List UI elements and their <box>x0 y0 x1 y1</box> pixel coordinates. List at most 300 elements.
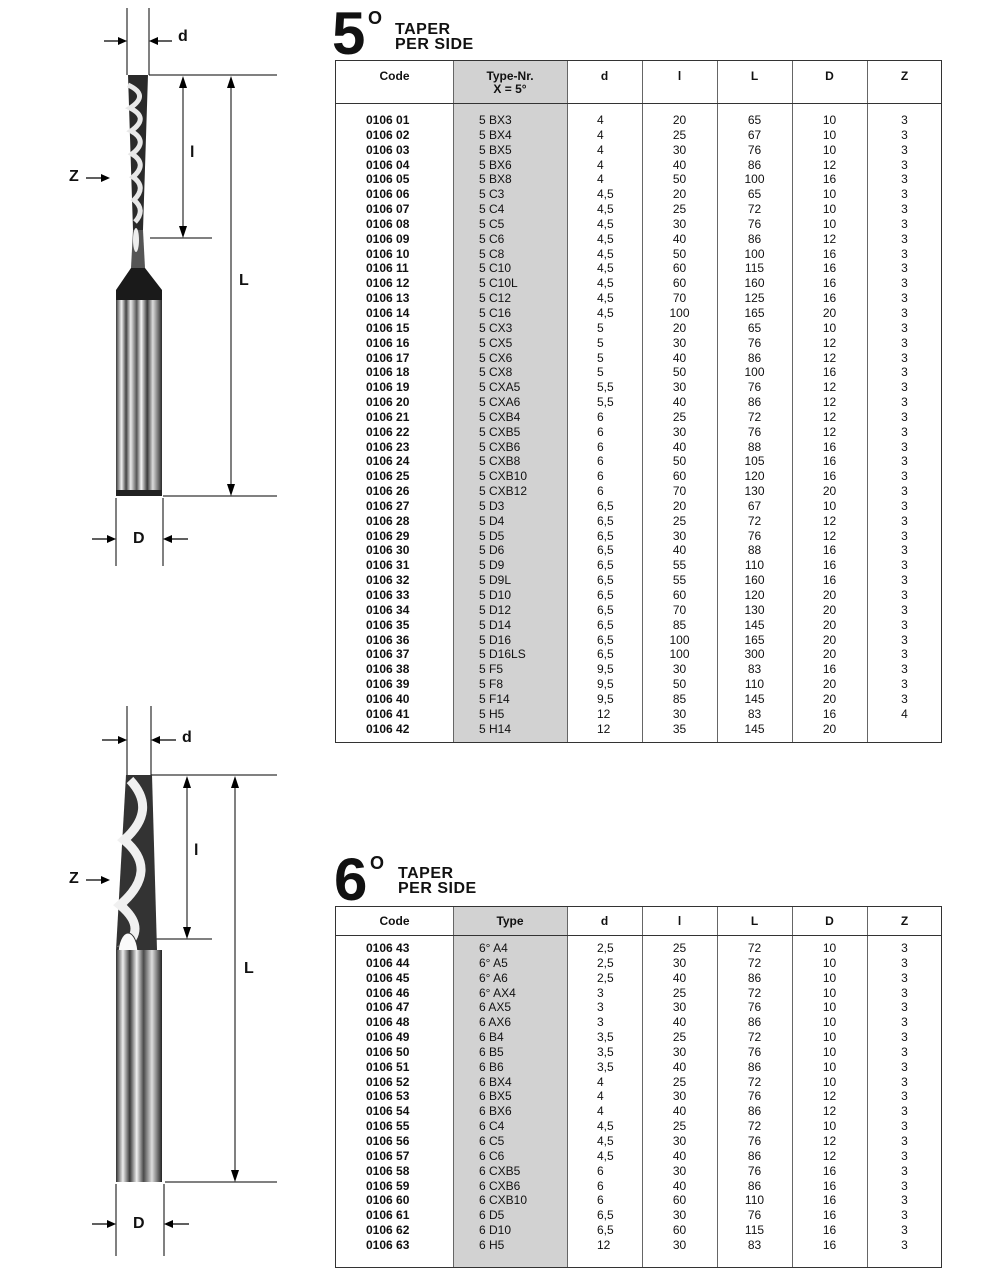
cell-D: 10 <box>822 142 837 157</box>
cell-Z: 3 <box>901 409 908 424</box>
cell-D: 16 <box>822 543 837 558</box>
cell-type: 6 AX5 <box>479 1000 512 1015</box>
dim-L-label: L <box>239 272 249 289</box>
cell-d: 3 <box>597 1000 604 1015</box>
cell-D: 16 <box>822 261 837 276</box>
table-row <box>336 1164 941 1179</box>
cell-L: 100 <box>744 246 765 261</box>
table-row <box>336 573 941 588</box>
cell-l: 30 <box>672 1044 687 1059</box>
cell-L: 100 <box>744 172 765 187</box>
cell-l: 25 <box>672 127 687 142</box>
cell-d: 9,5 <box>597 677 614 692</box>
cell-code: 0106 11 <box>366 261 409 276</box>
cell-l: 30 <box>672 1000 687 1015</box>
cell-code: 0106 43 <box>366 941 410 955</box>
cell-D: 10 <box>822 955 837 970</box>
col-header-l: l <box>677 69 682 83</box>
cell-L: 65 <box>747 187 762 202</box>
cell-type: 5 C10 <box>479 261 512 276</box>
cell-code: 0106 08 <box>366 216 410 231</box>
cell-d: 4,5 <box>597 1133 614 1148</box>
cell-d: 4,5 <box>597 305 614 320</box>
cell-D: 10 <box>822 1044 837 1059</box>
taper-line2: PER SIDE <box>398 880 477 897</box>
cell-l: 100 <box>669 647 690 662</box>
col-header-type: Type <box>496 914 524 928</box>
cell-type: 5 BX8 <box>479 172 512 187</box>
cell-type: 6 H5 <box>479 1237 505 1252</box>
cell-l: 30 <box>672 1163 687 1178</box>
cell-code: 0106 18 <box>366 365 410 380</box>
cell-L: 165 <box>744 305 765 320</box>
table-row <box>336 677 941 692</box>
cell-d: 3 <box>597 985 604 1000</box>
cell-Z: 3 <box>901 276 908 291</box>
cell-Z: 3 <box>901 231 908 246</box>
cell-d: 6,5 <box>597 573 614 588</box>
cell-D: 10 <box>822 202 837 217</box>
cell-d: 4 <box>597 127 604 142</box>
cell-Z: 3 <box>901 127 908 142</box>
cell-D: 12 <box>822 1104 837 1119</box>
cell-Z: 3 <box>901 647 908 662</box>
cell-Z: 3 <box>901 1119 908 1134</box>
cell-type: 5 F14 <box>479 691 510 706</box>
cell-d: 4 <box>597 1074 604 1089</box>
cell-D: 20 <box>822 617 837 632</box>
cell-type: 6 B5 <box>479 1044 504 1059</box>
table-row <box>336 336 941 351</box>
cell-Z: 3 <box>901 261 908 276</box>
cell-Z: 3 <box>901 1059 908 1074</box>
table-row <box>336 351 941 366</box>
cell-type: 5 D14 <box>479 617 512 632</box>
cell-Z: 3 <box>901 365 908 380</box>
cell-L: 86 <box>747 395 762 410</box>
cell-code: 0106 17 <box>366 350 410 365</box>
cell-code: 0106 31 <box>366 558 410 573</box>
cell-d: 5 <box>597 320 604 335</box>
table-row <box>336 306 941 321</box>
cell-code: 0106 14 <box>366 305 410 320</box>
cell-d: 4 <box>597 142 604 157</box>
cell-d: 4 <box>597 1089 604 1104</box>
dim-d-label-2: d <box>182 729 192 746</box>
cell-L: 72 <box>747 955 762 970</box>
cell-code: 0106 48 <box>366 1015 410 1030</box>
cell-l: 30 <box>672 955 687 970</box>
table-row <box>336 1000 941 1015</box>
cell-type: 5 H5 <box>479 706 505 721</box>
table-row <box>336 143 941 158</box>
cell-Z: 3 <box>901 1193 908 1208</box>
cell-Z: 3 <box>901 602 908 617</box>
cell-D: 16 <box>822 276 837 291</box>
cell-D: 16 <box>822 439 837 454</box>
cell-L: 67 <box>747 498 762 513</box>
table-row <box>336 232 941 247</box>
taper-title <box>395 22 474 52</box>
cell-Z: 3 <box>901 202 908 217</box>
cell-D: 10 <box>822 320 837 335</box>
cell-L: 65 <box>747 113 762 127</box>
cell-Z: 3 <box>901 172 908 187</box>
cell-L: 72 <box>747 1074 762 1089</box>
table-row <box>336 1045 941 1060</box>
cell-code: 0106 53 <box>366 1089 410 1104</box>
cell-d: 5 <box>597 335 604 350</box>
cell-Z: 3 <box>901 320 908 335</box>
cell-D: 10 <box>822 1119 837 1134</box>
cell-d: 12 <box>597 721 611 736</box>
cell-L: 130 <box>744 484 765 499</box>
cell-type: 6 BX4 <box>479 1074 512 1089</box>
table-row <box>336 261 941 276</box>
cell-l: 25 <box>672 985 687 1000</box>
cell-d: 6,5 <box>597 602 614 617</box>
cell-Z: 3 <box>901 558 908 573</box>
table-row <box>336 484 941 499</box>
cell-l: 50 <box>672 246 687 261</box>
taper-degree-number-2: 6 <box>334 846 366 913</box>
cell-Z: 3 <box>901 528 908 543</box>
cell-L: 76 <box>747 1089 762 1104</box>
cell-l: 40 <box>672 970 687 985</box>
cell-d: 2,5 <box>597 941 614 955</box>
cell-Z: 3 <box>901 246 908 261</box>
cell-code: 0106 16 <box>366 335 410 350</box>
cell-L: 86 <box>747 231 762 246</box>
cell-D: 10 <box>822 498 837 513</box>
table-row <box>336 588 941 603</box>
cell-L: 76 <box>747 142 762 157</box>
table-row <box>336 1149 941 1164</box>
cell-code: 0106 46 <box>366 985 410 1000</box>
cell-Z: 3 <box>901 291 908 306</box>
cell-l: 70 <box>672 602 687 617</box>
cell-type: 5 CX5 <box>479 335 513 350</box>
cell-l: 60 <box>672 261 687 276</box>
cell-code: 0106 24 <box>366 454 410 469</box>
cell-type: 5 C3 <box>479 187 505 202</box>
degree-symbol: O <box>368 8 383 28</box>
cell-L: 83 <box>747 1237 762 1252</box>
cell-code: 0106 26 <box>366 484 410 499</box>
cell-L: 88 <box>747 543 762 558</box>
table-row <box>336 1238 941 1253</box>
tool-drawing-6deg <box>0 700 330 1274</box>
cell-l: 40 <box>672 350 687 365</box>
cell-type: 5 D3 <box>479 498 505 513</box>
cell-l: 25 <box>672 409 687 424</box>
cell-Z: 3 <box>901 1237 908 1252</box>
table-row <box>336 707 941 722</box>
cell-type: 6 BX6 <box>479 1104 512 1119</box>
cell-L: 110 <box>744 558 765 573</box>
cell-code: 0106 30 <box>366 543 410 558</box>
degree-symbol-2: O <box>370 853 385 873</box>
cell-type: 5 CXB5 <box>479 424 521 439</box>
cell-L: 72 <box>747 941 762 955</box>
cell-type: 5 CX3 <box>479 320 513 335</box>
cell-L: 110 <box>744 677 765 692</box>
cell-l: 30 <box>672 380 687 395</box>
cell-d: 3,5 <box>597 1030 614 1045</box>
cell-l: 85 <box>672 691 687 706</box>
cell-L: 115 <box>744 261 765 276</box>
table-row <box>336 603 941 618</box>
cell-code: 0106 50 <box>366 1044 410 1059</box>
cell-code: 0106 39 <box>366 677 410 692</box>
dim-D-label: D <box>133 530 145 547</box>
cell-l: 70 <box>672 484 687 499</box>
cell-Z: 3 <box>901 305 908 320</box>
cell-l: 25 <box>672 202 687 217</box>
table-row <box>336 529 941 544</box>
cell-code: 0106 51 <box>366 1059 410 1074</box>
cell-Z: 3 <box>901 350 908 365</box>
cell-type: 5 F8 <box>479 677 504 692</box>
cell-Z: 3 <box>901 395 908 410</box>
cell-Z: 3 <box>901 677 908 692</box>
cell-D: 16 <box>822 1223 837 1238</box>
table-row <box>336 1223 941 1238</box>
col-header-code: Code <box>379 914 410 928</box>
cell-code: 0106 05 <box>366 172 410 187</box>
cell-D: 10 <box>822 1030 837 1045</box>
cell-D: 16 <box>822 1193 837 1208</box>
cell-d: 2,5 <box>597 970 614 985</box>
cell-l: 25 <box>672 1074 687 1089</box>
cell-L: 76 <box>747 424 762 439</box>
cell-l: 40 <box>672 1059 687 1074</box>
cell-l: 40 <box>672 1104 687 1119</box>
cell-D: 20 <box>822 677 837 692</box>
cell-D: 16 <box>822 172 837 187</box>
cell-L: 76 <box>747 335 762 350</box>
cell-l: 30 <box>672 335 687 350</box>
cell-d: 6,5 <box>597 647 614 662</box>
cell-type: 5 D5 <box>479 528 505 543</box>
cell-type: 5 D9 <box>479 558 505 573</box>
cell-L: 76 <box>747 380 762 395</box>
table-row <box>336 633 941 648</box>
table-row <box>336 172 941 187</box>
cell-D: 12 <box>822 157 837 172</box>
cell-d: 6 <box>597 1178 604 1193</box>
cell-type: 5 CX8 <box>479 365 513 380</box>
cell-code: 0106 35 <box>366 617 410 632</box>
cell-code: 0106 49 <box>366 1030 410 1045</box>
cell-d: 6 <box>597 439 604 454</box>
cell-l: 20 <box>672 498 687 513</box>
cell-D: 20 <box>822 632 837 647</box>
cell-code: 0106 21 <box>366 409 410 424</box>
cell-d: 6 <box>597 424 604 439</box>
cell-type: 6 BX5 <box>479 1089 512 1104</box>
cell-l: 50 <box>672 454 687 469</box>
cell-type: 5 C5 <box>479 216 505 231</box>
cell-type: 5 D9L <box>479 573 512 588</box>
cell-D: 16 <box>822 706 837 721</box>
cell-type: 6 D10 <box>479 1223 512 1238</box>
cell-d: 4 <box>597 172 604 187</box>
table-row <box>336 1089 941 1104</box>
cell-code: 0106 02 <box>366 127 410 142</box>
cell-code: 0106 38 <box>366 662 410 677</box>
cell-d: 6,5 <box>597 543 614 558</box>
dim-d-label: d <box>178 28 188 45</box>
cell-L: 145 <box>744 721 765 736</box>
cell-L: 67 <box>747 127 762 142</box>
cell-d: 6 <box>597 1193 604 1208</box>
cell-l: 40 <box>672 1178 687 1193</box>
cell-code: 0106 40 <box>366 691 410 706</box>
table-row <box>336 1179 941 1194</box>
cell-L: 86 <box>747 157 762 172</box>
cell-l: 30 <box>672 528 687 543</box>
cell-code: 0106 36 <box>366 632 410 647</box>
cell-D: 20 <box>822 691 837 706</box>
cell-d: 4,5 <box>597 291 614 306</box>
taper-line1: TAPER <box>395 21 451 38</box>
cell-L: 130 <box>744 602 765 617</box>
cell-code: 0106 13 <box>366 291 410 306</box>
cell-type: 5 D6 <box>479 543 505 558</box>
cell-type: 5 D16LS <box>479 647 526 662</box>
cell-Z: 4 <box>901 706 908 721</box>
cell-L: 72 <box>747 513 762 528</box>
cell-L: 120 <box>744 469 765 484</box>
table-row <box>336 647 941 662</box>
cell-l: 30 <box>672 1133 687 1148</box>
cell-Z: 3 <box>901 498 908 513</box>
cell-Z: 3 <box>901 454 908 469</box>
cell-d: 4,5 <box>597 261 614 276</box>
cell-L: 86 <box>747 970 762 985</box>
cell-code: 0106 61 <box>366 1208 410 1223</box>
cell-D: 16 <box>822 469 837 484</box>
table-row <box>336 618 941 633</box>
table-row <box>336 1060 941 1075</box>
cell-type: 5 CXB8 <box>479 454 521 469</box>
cell-Z: 3 <box>901 1000 908 1015</box>
cell-Z: 3 <box>901 573 908 588</box>
cell-L: 76 <box>747 1163 762 1178</box>
cell-code: 0106 23 <box>366 439 410 454</box>
cell-d: 4 <box>597 157 604 172</box>
cell-type: 5 C10L <box>479 276 518 291</box>
cell-Z: 3 <box>901 335 908 350</box>
cell-D: 10 <box>822 113 837 127</box>
cell-code: 0106 06 <box>366 187 410 202</box>
table-row <box>336 971 941 986</box>
cell-l: 35 <box>672 721 687 736</box>
table-row <box>336 202 941 217</box>
col-header-l: l <box>677 914 682 928</box>
cell-code: 0106 37 <box>366 647 410 662</box>
cell-d: 3,5 <box>597 1059 614 1074</box>
cell-D: 10 <box>822 941 837 955</box>
cell-l: 70 <box>672 291 687 306</box>
cell-Z: 3 <box>901 1148 908 1163</box>
cell-L: 105 <box>744 454 765 469</box>
cell-Z: 3 <box>901 484 908 499</box>
cell-type: 5 C16 <box>479 305 512 320</box>
cell-type: 5 CXA5 <box>479 380 521 395</box>
cell-d: 4,5 <box>597 276 614 291</box>
cell-Z: 3 <box>901 1074 908 1089</box>
table-row <box>336 247 941 262</box>
cell-l: 40 <box>672 1015 687 1030</box>
taper-line1: TAPER <box>398 865 454 882</box>
cell-code: 0106 44 <box>366 955 410 970</box>
cell-code: 0106 58 <box>366 1163 410 1178</box>
cell-Z: 3 <box>901 970 908 985</box>
cell-L: 88 <box>747 439 762 454</box>
cell-D: 12 <box>822 528 837 543</box>
cell-d: 3 <box>597 1015 604 1030</box>
col-header-D: D <box>825 914 834 928</box>
cell-code: 0106 28 <box>366 513 410 528</box>
cell-type: 5 C6 <box>479 231 505 246</box>
cell-code: 0106 29 <box>366 528 410 543</box>
cell-l: 60 <box>672 276 687 291</box>
cell-d: 9,5 <box>597 691 614 706</box>
cell-l: 60 <box>672 1223 687 1238</box>
cell-code: 0106 33 <box>366 588 410 602</box>
cell-L: 115 <box>744 1223 765 1238</box>
cell-d: 6 <box>597 484 604 499</box>
cell-type: 5 BX6 <box>479 157 512 172</box>
cell-d: 6,5 <box>597 498 614 513</box>
cell-code: 0106 55 <box>366 1119 410 1134</box>
cell-type: 5 BX4 <box>479 127 512 142</box>
cell-L: 100 <box>744 365 765 380</box>
cell-d: 6 <box>597 409 604 424</box>
cell-L: 76 <box>747 528 762 543</box>
cell-d: 4,5 <box>597 216 614 231</box>
col-header-type: Type-Nr. X = 5° <box>486 69 534 96</box>
cell-Z: 3 <box>901 1208 908 1223</box>
cell-code: 0106 07 <box>366 202 410 217</box>
cell-code: 0106 60 <box>366 1193 410 1208</box>
cell-type: 5 CXB4 <box>479 409 521 424</box>
cell-code: 0106 09 <box>366 231 410 246</box>
cell-l: 25 <box>672 941 687 955</box>
cell-Z: 3 <box>901 985 908 1000</box>
cell-l: 40 <box>672 543 687 558</box>
cell-L: 110 <box>744 1193 765 1208</box>
cell-D: 12 <box>822 513 837 528</box>
cell-l: 20 <box>672 187 687 202</box>
cell-code: 0106 15 <box>366 320 410 335</box>
cell-d: 6,5 <box>597 1223 614 1238</box>
cell-Z: 3 <box>901 1133 908 1148</box>
table-row <box>336 1104 941 1119</box>
table-row <box>336 1119 941 1134</box>
cell-Z: 3 <box>901 617 908 632</box>
cell-d: 6 <box>597 454 604 469</box>
cell-L: 76 <box>747 1133 762 1148</box>
cell-l: 55 <box>672 558 687 573</box>
cell-code: 0106 63 <box>366 1237 410 1252</box>
cell-Z: 3 <box>901 424 908 439</box>
cell-L: 86 <box>747 1178 762 1193</box>
cell-code: 0106 54 <box>366 1104 410 1119</box>
cell-D: 10 <box>822 1015 837 1030</box>
